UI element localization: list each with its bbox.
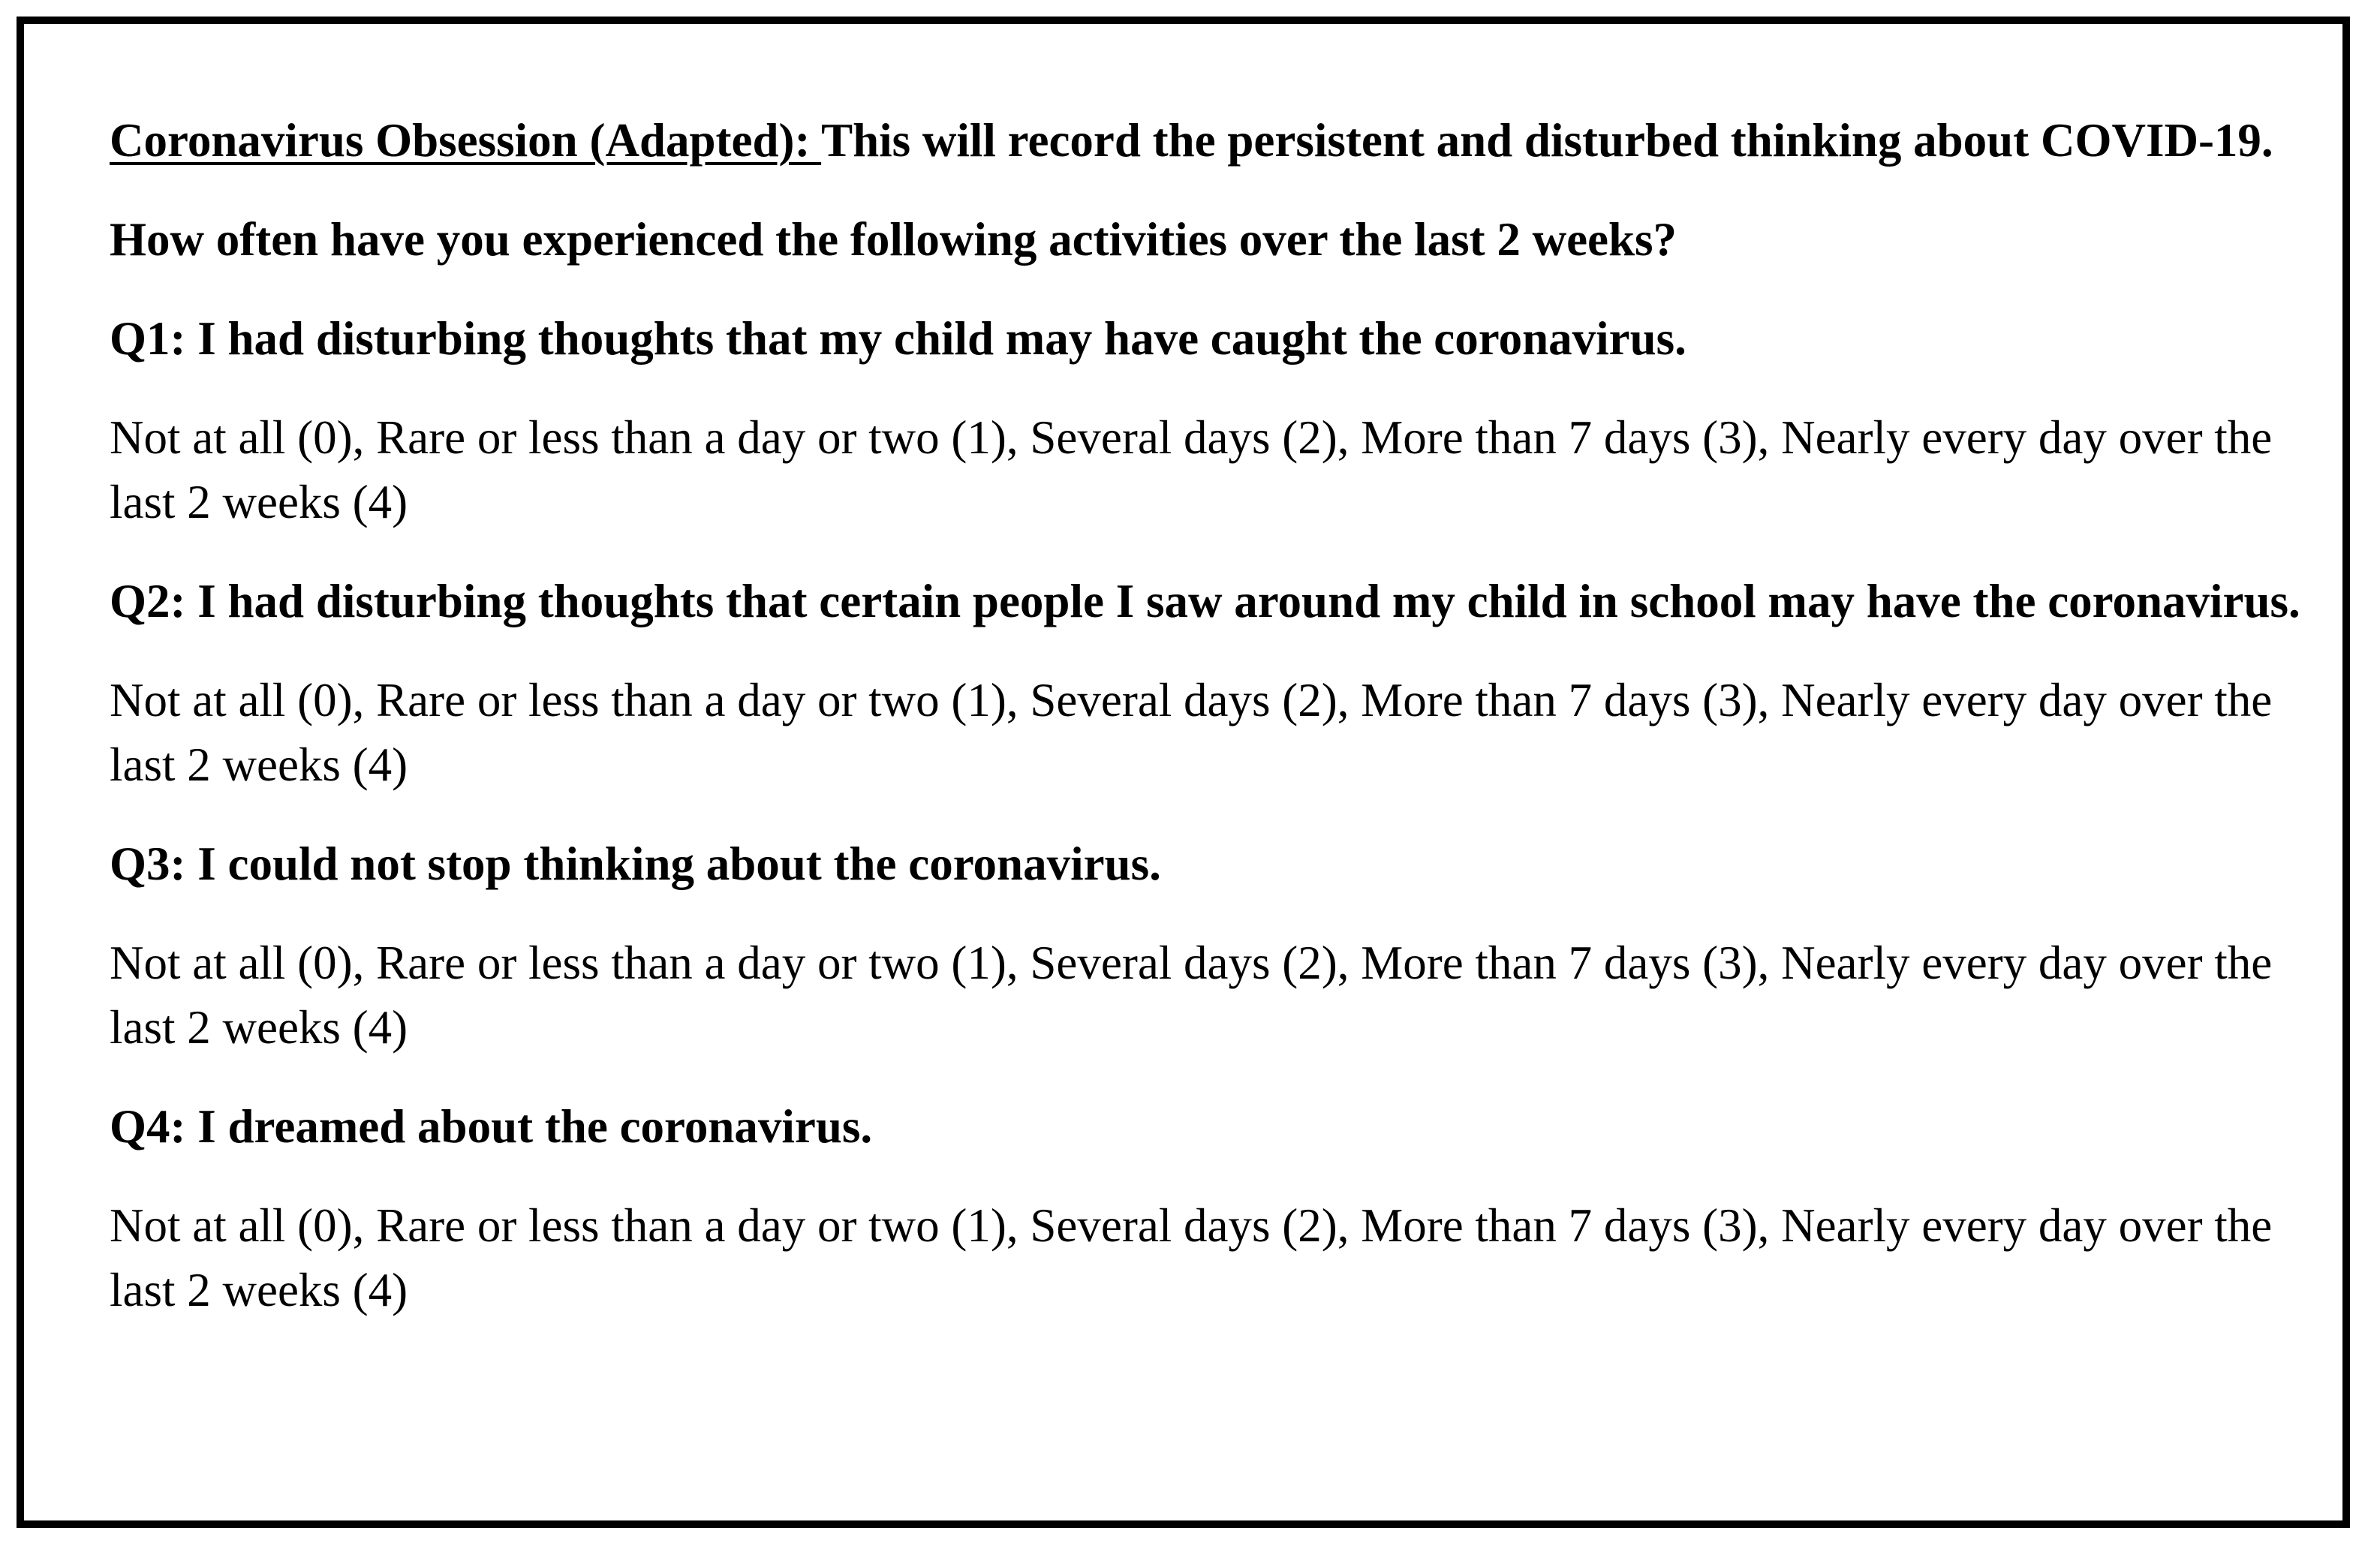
question-item (110, 832, 2324, 1060)
response-options: Not at all (0), Rare or less than a day or two (1), Several days (2), More than 7 days (3), Nearly every day over the last 2 weeks (4) (110, 937, 2273, 1054)
scale-description: This will record the persistent and disturbed thinking about COVID-19. (821, 114, 2273, 167)
document-content (110, 108, 2324, 1322)
scale-title: Coronavirus Obsession (Adapted): (110, 114, 822, 167)
response-options: Not at all (0), Rare or less than a day or two (1), Several days (2), More than 7 days (3), Nearly every day over the last 2 weeks (4) (110, 674, 2273, 791)
response-options: Not at all (0), Rare or less than a day or two (1), Several days (2), More than 7 days (3), Nearly every day over the last 2 weeks (4) (110, 1199, 2273, 1316)
frequency-prompt: How often have you experienced the following activities over the last 2 weeks? (110, 213, 1677, 266)
question-text: Q4: I dreamed about the coronavirus. (110, 1100, 873, 1153)
document-frame (17, 17, 2350, 1528)
question-item (110, 569, 2324, 797)
question-text: Q3: I could not stop thinking about the coronavirus. (110, 838, 1161, 890)
intro-paragraph (110, 108, 2324, 173)
question-text: Q1: I had disturbing thoughts that my child may have caught the coronavirus. (110, 312, 1686, 365)
question-item (110, 1094, 2324, 1322)
response-options: Not at all (0), Rare or less than a day or two (1), Several days (2), More than 7 days (3), Nearly every day over the last 2 weeks (4) (110, 411, 2273, 528)
question-item (110, 306, 2324, 534)
question-text: Q2: I had disturbing thoughts that certain people I saw around my child in school may have the coronavirus. (110, 575, 2300, 627)
